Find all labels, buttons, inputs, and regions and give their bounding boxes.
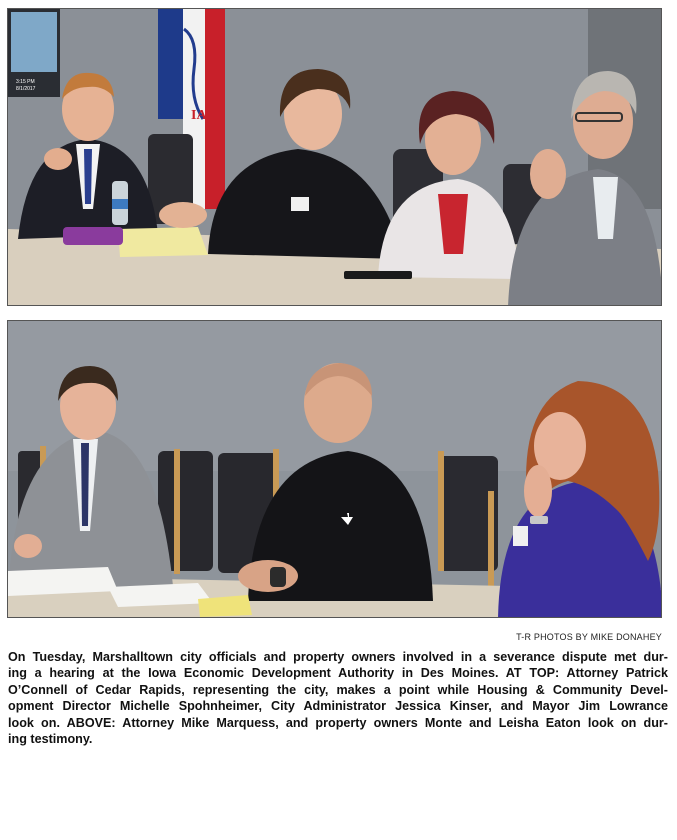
monitor-date: 8/1/2017 [16,86,36,92]
meeting-photo-bottom-illustration [8,321,662,618]
photo-caption [8,649,668,747]
meeting-photo-top-illustration [8,9,662,306]
caption-line: opment Director Michelle Spohnheimer, City Administrator Jessica Kinser, and Mayor Jim Lowrance [8,699,668,714]
photo-bottom [7,320,662,618]
caption-line: look on. ABOVE: Attorney Mike Marquess, and property owners Monte and Leisha Eaton look on dur- [8,715,668,730]
caption-line: ing a hearing at the Iowa Economic Development Authority in Des Moines. AT TOP: Attorney Patrick [8,666,668,681]
caption-line: ing testimony. [8,732,93,747]
photo-top [7,8,662,306]
caption-line: On Tuesday, Marshalltown city officials and property owners involved in a severance dispute met dur- [8,650,668,664]
caption-line: O’Connell of Cedar Rapids, representing the city, makes a point while Housing & Community Devel- [8,682,668,697]
svg-text:IA: IA [191,108,207,123]
photo-credit: T-R PHOTOS BY MIKE DONAHEY [516,632,662,642]
monitor-time: 3:15 PM [16,79,35,85]
